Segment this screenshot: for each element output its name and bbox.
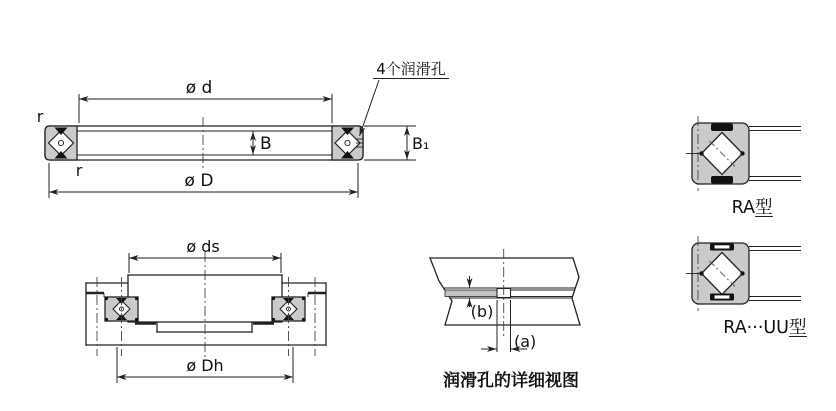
dim-phi-Dh-label: ø Dh	[186, 356, 224, 375]
chamfer-r-top-label: r	[36, 107, 44, 126]
dim-a-label: (a)	[514, 332, 537, 351]
dim-phi-ds-label: ø ds	[186, 237, 220, 256]
lube-hole-callout	[360, 60, 450, 136]
ra-uu-seal-bottom	[710, 294, 734, 301]
ra-uu-type-symbol	[686, 236, 807, 338]
front-section-view	[37, 60, 449, 198]
dim-phi-d	[79, 78, 332, 123]
dim-b-label: (b)	[470, 302, 494, 321]
lube-hole-detail-view	[430, 249, 580, 391]
ra-type-label: RA	[731, 198, 755, 218]
ra-uu-type-label: RA···UU	[723, 318, 789, 338]
ra-type-label-suffix: 型	[755, 198, 773, 218]
mounting-section-view	[86, 237, 326, 383]
lube-hole-callout-label: 4个润滑孔	[376, 60, 446, 78]
ra-uu-type-label-suffix: 型	[789, 318, 807, 338]
bearing-body	[45, 126, 363, 160]
dim-phi-Dh	[117, 347, 293, 383]
dim-phi-ds	[129, 237, 281, 273]
dim-phi-D	[49, 163, 358, 198]
dim-phi-d-label: ø d	[185, 78, 213, 98]
dim-B-label: B	[260, 134, 272, 154]
detail-caption: 润滑孔的详细视图	[443, 371, 579, 391]
dim-B1	[364, 126, 429, 160]
dim-phi-D-label: ø D	[184, 171, 214, 191]
chamfer-r-bottom-label: r	[75, 161, 83, 180]
ra-uu-seal-top	[710, 244, 734, 251]
dim-B1-label: B₁	[412, 134, 430, 153]
ra-plug-bottom	[711, 176, 733, 184]
ra-type-symbol	[686, 116, 801, 218]
ra-plug-top	[711, 124, 733, 132]
